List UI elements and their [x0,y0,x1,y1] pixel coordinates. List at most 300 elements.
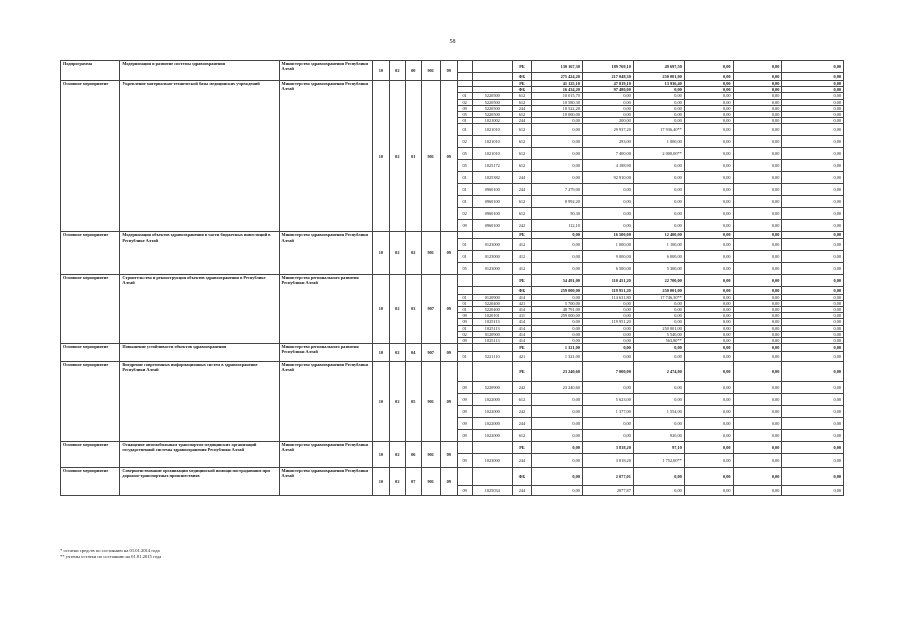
code-d-cell: 901 [421,81,440,232]
value-5-cell: 0,00 [733,160,782,172]
value-4-cell: 0,00 [684,262,733,274]
value-2-cell: 189 769,10 [582,61,633,73]
value-2-cell: 0,00 [582,382,633,394]
value-3-cell: 250 001,00 [633,325,684,331]
code-a-cell: 10 [372,344,389,362]
value-3-cell: 0,00 [633,208,684,220]
expense-type-cell: 412 [512,250,531,262]
target-article-cell: 5221110 [472,352,512,362]
program-financing-table [60,60,844,496]
program-cell: Основное мероприятие [61,274,120,344]
expense-type-cell: 244 [512,486,531,496]
value-1-cell: 23 240,60 [532,382,583,394]
expense-type-cell: 421 [512,352,531,362]
code-e-cell: 09 [440,61,457,81]
target-article-cell: 0960100 [472,196,512,208]
value-4-cell: 0,00 [684,250,733,262]
expense-type-cell: РБ [512,344,531,352]
section-cell [457,442,472,454]
value-3-cell: 0,00 [633,184,684,196]
value-3-cell: 0,00 [633,418,684,430]
table-body [61,61,844,496]
value-5-cell: 0,00 [733,208,782,220]
expense-type-cell: 244 [512,454,531,468]
target-article-cell: 0120900 [472,294,512,300]
value-2-cell: 119 951,20 [582,319,633,325]
value-4-cell: 0,00 [684,442,733,454]
value-4-cell: 0,00 [684,160,733,172]
value-3-cell: 0,00 [633,87,684,93]
value-6-cell: 0,00 [782,61,844,73]
value-6-cell: 0,00 [782,344,844,352]
table-row [61,468,844,486]
expense-type-cell: 612 [512,99,531,105]
value-2-cell: 114 631,80 [582,294,633,300]
executor-cell: Министерство регионального развития Республики Алтай [279,344,372,362]
name-cell: Модернизация и развитие системы здравоохранения [120,61,279,81]
value-6-cell: 0,00 [782,112,844,118]
name-cell: Строительство и реконструкция объектов здравоохранения в Республике Алтай [120,274,279,344]
value-2-cell: 1 377,00 [582,406,633,418]
value-3-cell: 0,00 [633,344,684,352]
value-1-cell: 0,00 [532,338,583,344]
value-2-cell: 0,00 [582,99,633,105]
value-3-cell: 1 554,00 [633,406,684,418]
code-e-cell: 09 [440,274,457,344]
expense-type-cell: РБ [512,274,531,286]
code-a-cell: 10 [372,274,389,344]
value-3-cell: 250 001,00 [633,73,684,81]
section-cell: 09 [457,430,472,442]
target-article-cell [472,274,512,286]
value-2-cell: 0,00 [582,307,633,313]
section-cell: 01 [457,184,472,196]
target-article-cell [472,362,512,382]
value-5-cell: 0,00 [733,382,782,394]
program-cell: Основное мероприятие [61,442,120,468]
target-article-cell: 5220500 [472,105,512,111]
value-4-cell: 0,00 [684,362,733,382]
value-4-cell: 0,00 [684,274,733,286]
value-6-cell: 0,00 [782,406,844,418]
section-cell: 01 [457,93,472,99]
value-5-cell: 0,00 [733,319,782,325]
section-cell: 09 [457,382,472,394]
value-3-cell: 0,00 [633,313,684,319]
value-6-cell: 0,00 [782,442,844,454]
value-1-cell: 0,00 [532,406,583,418]
expense-type-cell: 421 [512,300,531,306]
section-cell: 09 [457,105,472,111]
section-cell [457,344,472,352]
value-1-cell: 1 321,00 [532,352,583,362]
value-3-cell: 1 000,00 [633,136,684,148]
value-2-cell: 7 000,00 [582,362,633,382]
expense-type-cell: РБ [512,61,531,73]
section-cell: 01 [457,352,472,362]
name-cell: Повышение устойчивости объектов здравоохранения [120,344,279,362]
value-3-cell: 17 746,30** [633,294,684,300]
value-2-cell: 97 480,00 [582,87,633,93]
value-3-cell: 563,80** [633,338,684,344]
expense-type-cell: 244 [512,105,531,111]
target-article-cell: 5220500 [472,99,512,105]
value-3-cell: 2 474,00 [633,362,684,382]
value-1-cell: 10 580,30 [532,99,583,105]
table-row [61,362,844,382]
code-d-cell: 901 [421,468,440,496]
value-2-cell: 0,00 [582,344,633,352]
value-2-cell: 0,00 [582,430,633,442]
table-row [61,344,844,352]
value-1-cell: 0,00 [532,454,583,468]
value-4-cell: 0,00 [684,208,733,220]
table-row [61,61,844,73]
expense-type-cell: 414 [512,294,531,300]
value-2-cell: 110 451,20 [582,274,633,286]
code-d-cell: 901 [421,442,440,468]
target-article-cell [472,73,512,81]
value-2-cell: 0,00 [582,325,633,331]
section-cell: 05 [457,148,472,160]
value-2-cell: 0,00 [582,105,633,111]
value-6-cell: 0,00 [782,418,844,430]
value-1-cell: 0,00 [532,160,583,172]
value-5-cell: 0,00 [733,344,782,352]
value-1-cell: 112,10 [532,220,583,232]
name-cell: Внедрение современных информационных систем в здравоохранение Республики Алтай [120,362,279,442]
value-2-cell: 0,00 [582,208,633,220]
value-1-cell: 0,00 [532,394,583,406]
value-6-cell: 0,00 [782,362,844,382]
name-cell: Оснащение автомобильным транспортом медицинских организаций государственной системы здравоохранения Республики Алтай [120,442,279,468]
value-5-cell: 0,00 [733,307,782,313]
value-6-cell: 0,00 [782,172,844,184]
value-2-cell: 0,00 [582,93,633,99]
target-article-cell: 1021010 [472,136,512,148]
value-3-cell: 5 300,00 [633,262,684,274]
value-3-cell: 0,00 [633,93,684,99]
code-b-cell: 02 [389,274,405,344]
value-1-cell: 41 125,10 [532,81,583,87]
value-6-cell: 0,00 [782,87,844,93]
value-6-cell: 0,00 [782,196,844,208]
section-cell: 09 [457,406,472,418]
executor-cell: Министерство здравоохранения Республики Алтай [279,362,372,442]
target-article-cell [472,61,512,73]
expense-type-cell: 242 [512,382,531,394]
target-article-cell: 0960100 [472,184,512,196]
value-5-cell: 0,00 [733,331,782,337]
table-row [61,232,844,238]
section-cell: 02 [457,136,472,148]
section-cell: 01 [457,196,472,208]
value-6-cell: 0,00 [782,262,844,274]
value-3-cell: 1 100,00 [633,238,684,250]
code-e-cell: 09 [440,442,457,468]
target-article-cell: 0123000 [472,262,512,274]
value-6-cell: 0,00 [782,382,844,394]
value-1-cell: 0,00 [532,262,583,274]
value-1-cell: 130 167,30 [532,61,583,73]
executor-cell: Министерство регионального развития Республики Алтай [279,274,372,344]
value-6-cell: 0,00 [782,73,844,81]
value-6-cell: 0,00 [782,313,844,319]
target-article-cell: 1025113 [472,319,512,325]
value-2-cell: 0,00 [582,220,633,232]
value-4-cell: 0,00 [684,124,733,136]
target-article-cell: 1021010 [472,148,512,160]
value-1-cell: 8 992,20 [532,196,583,208]
footnotes [60,548,161,561]
value-6-cell: 0,00 [782,454,844,468]
target-article-cell: 0123000 [472,238,512,250]
value-2-cell: 217 048,30 [582,73,633,81]
target-article-cell: 5220400 [472,307,512,313]
value-5-cell: 0,00 [733,105,782,111]
target-article-cell: 1025034 [472,486,512,496]
value-1-cell: 0,00 [532,325,583,331]
value-4-cell: 0,00 [684,220,733,232]
section-cell: 09 [457,454,472,468]
value-3-cell: 0,00 [633,112,684,118]
value-6-cell: 0,00 [782,430,844,442]
value-4-cell: 0,00 [684,406,733,418]
value-6-cell: 0,00 [782,118,844,124]
value-1-cell: 1 321,00 [532,344,583,352]
value-3-cell: 0,00 [633,160,684,172]
value-5-cell: 0,00 [733,250,782,262]
value-4-cell: 0,00 [684,136,733,148]
value-1-cell: 0,00 [532,294,583,300]
code-a-cell: 10 [372,442,389,468]
section-cell [457,362,472,382]
value-4-cell: 0,00 [684,81,733,87]
expense-type-cell: 612 [512,208,531,220]
value-6-cell: 0,00 [782,208,844,220]
table-row [61,81,844,87]
value-5-cell: 0,00 [733,232,782,238]
value-3-cell: 17 936,40** [633,124,684,136]
value-5-cell: 0,00 [733,430,782,442]
value-6-cell: 0,00 [782,319,844,325]
section-cell: 01 [457,118,472,124]
value-4-cell: 0,00 [684,172,733,184]
code-c-cell: 02 [405,232,421,274]
value-2-cell: 0,00 [582,313,633,319]
value-4-cell: 0,00 [684,331,733,337]
target-article-cell [472,344,512,352]
value-3-cell: 920,00 [633,430,684,442]
code-b-cell: 02 [389,468,405,496]
target-article-cell: 1025382 [472,172,512,184]
value-4-cell: 0,00 [684,105,733,111]
target-article-cell: 1022000 [472,406,512,418]
value-1-cell: 0,00 [532,238,583,250]
footnote-1: * остатки средств по состоянию на 01.01.2014 года [60,548,160,553]
target-article-cell [472,468,512,486]
value-4-cell: 0,00 [684,418,733,430]
value-2-cell: 92 910,00 [582,172,633,184]
expense-type-cell: ФБ [512,286,531,294]
value-5-cell: 0,00 [733,468,782,486]
target-article-cell: 5220400 [472,300,512,306]
code-e-cell: 09 [440,468,457,496]
footnote-2: ** учтены остатки по состоянию на 01.01.2015 года [60,554,162,560]
value-1-cell: 48 791,00 [532,307,583,313]
section-cell: 05 [457,262,472,274]
value-3-cell: 0,00 [633,307,684,313]
code-b-cell: 02 [389,442,405,468]
value-1-cell: 0,00 [532,124,583,136]
value-2-cell: 3 818,20 [582,442,633,454]
section-cell: 01 [457,172,472,184]
value-5-cell: 0,00 [733,418,782,430]
value-6-cell: 0,00 [782,124,844,136]
value-6-cell: 0,00 [782,81,844,87]
target-article-cell: 5220900 [472,382,512,394]
value-6-cell: 0,00 [782,220,844,232]
value-4-cell: 0,00 [684,313,733,319]
value-3-cell: 250 001,00 [633,286,684,294]
value-2-cell: 6 500,00 [582,262,633,274]
value-6-cell: 0,00 [782,160,844,172]
section-cell [457,61,472,73]
value-6-cell: 0,00 [782,93,844,99]
section-cell: 02 [457,331,472,337]
target-article-cell: 0120900 [472,331,512,337]
executor-cell: Министерство здравоохранения Республики Алтай [279,468,372,496]
code-c-cell: 06 [405,442,421,468]
section-cell: 01 [457,300,472,306]
value-6-cell: 0,00 [782,307,844,313]
expense-type-cell: РБ [512,362,531,382]
expense-type-cell: 612 [512,136,531,148]
value-5-cell: 0,00 [733,274,782,286]
program-cell: Основное мероприятие [61,344,120,362]
section-cell: 09 [457,313,472,319]
value-6-cell: 0,00 [782,325,844,331]
value-3-cell: 0,00 [633,382,684,394]
target-article-cell: 0960100 [472,208,512,220]
expense-type-cell: 612 [512,148,531,160]
value-1-cell: 0,00 [532,250,583,262]
expense-type-cell: 242 [512,406,531,418]
code-e-cell: 09 [440,232,457,274]
code-a-cell: 10 [372,362,389,442]
section-cell: 05 [457,160,472,172]
program-cell: Подпрограмма [61,61,120,81]
value-3-cell: 0,00 [633,468,684,486]
value-3-cell: 2 000,00** [633,148,684,160]
target-article-cell: 0123000 [472,250,512,262]
value-5-cell: 0,00 [733,294,782,300]
code-a-cell: 10 [372,81,389,232]
code-b-cell: 02 [389,61,405,81]
value-1-cell: 0,00 [532,118,583,124]
value-2-cell: 0,00 [582,112,633,118]
value-5-cell: 0,00 [733,262,782,274]
value-1-cell: 0,00 [532,136,583,148]
expense-type-cell: РБ [512,81,531,87]
expense-type-cell: 414 [512,338,531,344]
value-6-cell: 0,00 [782,338,844,344]
expense-type-cell: 242 [512,220,531,232]
value-4-cell: 0,00 [684,382,733,394]
value-1-cell: 0,00 [532,232,583,238]
code-a-cell: 10 [372,61,389,81]
expense-type-cell: 414 [512,319,531,325]
value-4-cell: 0,00 [684,184,733,196]
value-4-cell: 0,00 [684,61,733,73]
value-4-cell: 0,00 [684,93,733,99]
value-3-cell: 0,00 [633,220,684,232]
value-4-cell: 0,00 [684,118,733,124]
expense-type-cell: 244 [512,418,531,430]
section-cell [457,73,472,81]
target-article-cell [472,442,512,454]
section-cell: 01 [457,294,472,300]
executor-cell: Министерство здравоохранения Республики Алтай [279,81,372,232]
expense-type-cell: РБ [512,442,531,454]
value-2-cell: 0,00 [582,352,633,362]
expense-type-cell: 244 [512,184,531,196]
value-5-cell: 0,00 [733,73,782,81]
value-2-cell: 119 951,20 [582,286,633,294]
value-2-cell: 1 000,00 [582,238,633,250]
value-5-cell: 0,00 [733,454,782,468]
value-1-cell: 0,00 [532,319,583,325]
value-2-cell: 3 818,20 [582,454,633,468]
expense-type-cell: 612 [512,93,531,99]
value-4-cell: 0,00 [684,454,733,468]
expense-type-cell: РБ [512,232,531,238]
expense-type-cell: 414 [512,307,531,313]
value-3-cell: 0,00 [633,196,684,208]
expense-type-cell: 612 [512,160,531,172]
target-article-cell: 1021010 [472,124,512,136]
value-4-cell: 0,00 [684,196,733,208]
section-cell: 01 [457,238,472,250]
value-1-cell: 23 240,60 [532,362,583,382]
value-6-cell: 0,00 [782,294,844,300]
value-1-cell: 10 000,00 [532,112,583,118]
value-4-cell: 0,00 [684,112,733,118]
value-5-cell: 0,00 [733,112,782,118]
value-5-cell: 0,00 [733,394,782,406]
value-1-cell: 10 522,20 [532,105,583,111]
code-b-cell: 02 [389,232,405,274]
value-2-cell: 7 400,00 [582,148,633,160]
value-3-cell: 1 752,00** [633,454,684,468]
value-4-cell: 0,00 [684,307,733,313]
value-3-cell: 12 400,00 [633,232,684,238]
value-6-cell: 0,00 [782,105,844,111]
value-3-cell: 0,00 [633,394,684,406]
section-cell: 09 [457,338,472,344]
value-4-cell: 0,00 [684,344,733,352]
code-c-cell: 01 [405,81,421,232]
value-4-cell: 0,00 [684,325,733,331]
value-1-cell: 259 000,00 [532,286,583,294]
section-cell: 09 [457,486,472,496]
value-5-cell: 0,00 [733,300,782,306]
value-5-cell: 0,00 [733,148,782,160]
value-5-cell: 0,00 [733,286,782,294]
value-2-cell: 47 819,10 [582,81,633,87]
code-b-cell: 02 [389,81,405,232]
value-4-cell: 0,00 [684,319,733,325]
